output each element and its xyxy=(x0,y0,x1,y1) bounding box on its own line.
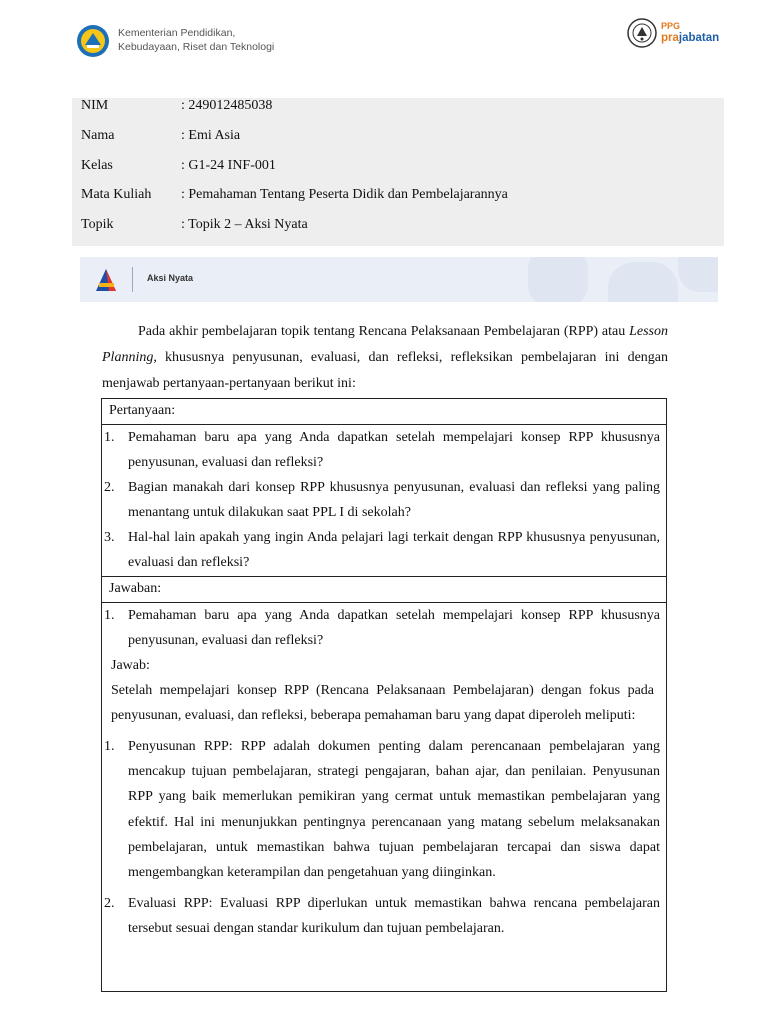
info-value: : Topik 2 – Aksi Nyata xyxy=(181,217,308,232)
answer-point-number: 2. xyxy=(104,896,115,912)
answer-paragraph: Setelah mempelajari konsep RPP (Rencana Pelaksanaan Pembelajaran) dengan fokus pada penyusunan, evaluasi, dan refleksi, beberapa pemahaman baru yang dapat diperoleh meliputi: xyxy=(111,683,654,723)
info-label: Mata Kuliah xyxy=(81,187,152,202)
intro-paragraph xyxy=(102,319,668,397)
ppg-prajabatan-logo xyxy=(661,20,719,44)
ministry-line-2: Kebudayaan, Riset dan Teknologi xyxy=(118,40,275,53)
banner-decoration-icon xyxy=(518,257,718,302)
prajabatan-label-b: jabatan xyxy=(678,32,720,44)
info-value: : 249012485038 xyxy=(181,98,273,113)
page-header xyxy=(0,0,768,90)
question-number: 3. xyxy=(104,530,115,545)
jawab-label: Jawab: xyxy=(111,658,150,673)
info-label: Kelas xyxy=(81,158,113,173)
ministry-name xyxy=(118,27,274,54)
answer-question-item xyxy=(104,603,660,653)
question-text: Bagian manakah dari konsep RPP khususnya penyusunan, evaluasi dan refleksi yang paling menantang untuk dilakukan saat PPL I di sekolah? xyxy=(128,480,660,520)
question-text: Pemahaman baru apa yang Anda dapatkan setelah mempelajari konsep RPP khususnya penyusunan, evaluasi dan refleksi? xyxy=(128,430,660,470)
reflection-table xyxy=(101,398,667,992)
answer-point-text: Evaluasi RPP: Evaluasi RPP diperlukan untuk memastikan bahwa rencana pembelajaran tersebut sesuai dengan standar kurikulum dan tujuan pembelajaran. xyxy=(128,896,660,937)
intro-text-1: Pada akhir pembelajaran topik tentang Rencana Pelaksanaan Pembelajaran (RPP) atau xyxy=(138,324,630,339)
answer-question-text: Pemahaman baru apa yang Anda dapatkan setelah mempelajari konsep RPP khususnya penyusunan, evaluasi dan refleksi? xyxy=(128,608,660,648)
info-value: : Pemahaman Tentang Peserta Didik dan Pembelajarannya xyxy=(181,187,508,202)
answer-point-text: Penyusunan RPP: RPP adalah dokumen penting dalam perencanaan pembelajaran yang mencakup tujuan pembelajaran, strategi pengajaran, bahan ajar, dan penilaian. Penyusunan RPP yang baik memerlukan pemikiran yang cermat untuk memastikan pembelajaran yang efektif. Hal ini menunjukkan pentingnya perencanaan yang matang sebelum melaksanakan pembelajaran, untuk memastikan bahwa tujuan pembelajaran tercapai dan siswa dapat mengembangkan keterampilan dan pengetahuan yang diinginkan. xyxy=(128,739,660,881)
ministry-line-1: Kementerian Pendidikan, xyxy=(118,27,236,39)
ppg-label: PPG xyxy=(661,21,681,31)
student-info-box xyxy=(72,98,724,246)
questions-section xyxy=(102,425,666,577)
intro-text-2: , khususnya penyusunan, evaluasi, dan refleksi, refleksikan pembelajaran ini dengan menjawab pertanyaan-pertanyaan berikut ini: xyxy=(102,350,668,391)
answer-point xyxy=(104,891,660,941)
question-number: 1. xyxy=(104,430,115,445)
prajabatan-label xyxy=(661,32,719,44)
info-label: Topik xyxy=(81,217,114,232)
question-number: 2. xyxy=(104,480,115,495)
banner-title: Aksi Nyata xyxy=(147,273,194,283)
question-item xyxy=(104,425,660,475)
info-value: : G1-24 INF-001 xyxy=(181,158,276,173)
banner-divider xyxy=(132,267,133,292)
info-value: : Emi Asia xyxy=(181,128,241,143)
answer-point xyxy=(104,734,660,885)
intro-italic: Lesson Planning xyxy=(102,324,668,365)
info-label: NIM xyxy=(81,98,109,113)
aksi-nyata-banner xyxy=(80,257,718,302)
question-item xyxy=(104,475,660,525)
questions-header: Pertanyaan: xyxy=(102,399,666,425)
aksi-nyata-logo-icon xyxy=(94,268,118,292)
answers-section xyxy=(102,603,666,942)
answer-point-number: 1. xyxy=(104,739,115,754)
answer-question-number: 1. xyxy=(104,608,115,623)
university-seal-icon xyxy=(627,18,657,48)
prajabatan-label-a: pra xyxy=(661,32,679,44)
answers-header: Jawaban: xyxy=(102,577,666,603)
question-text: Hal-hal lain apakah yang ingin Anda pelajari lagi terkait dengan RPP khususnya penyusunan, evaluasi dan refleksi? xyxy=(128,530,660,570)
question-item xyxy=(104,525,660,575)
info-label: Nama xyxy=(81,128,115,143)
tut-wuri-handayani-logo-icon xyxy=(76,24,110,58)
